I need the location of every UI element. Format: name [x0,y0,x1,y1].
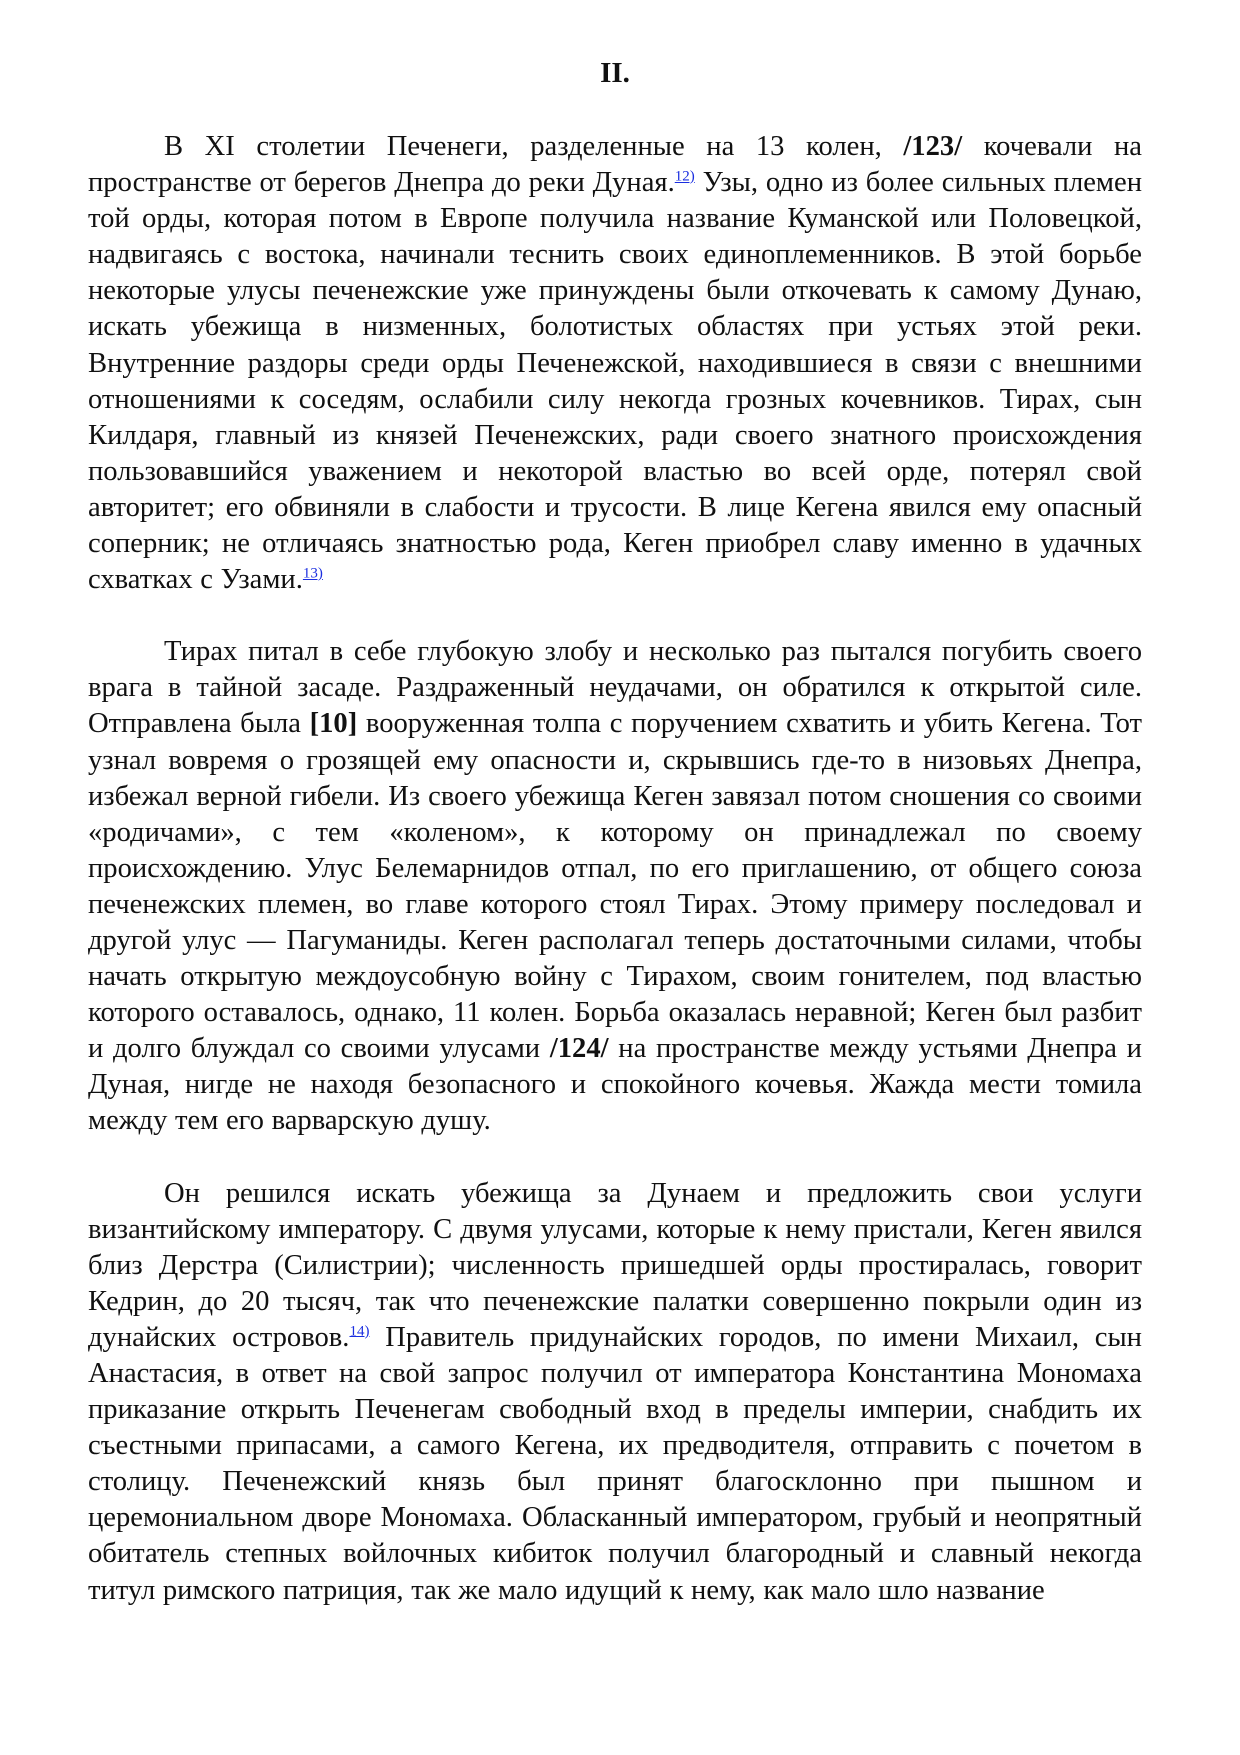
document-page [88,55,1142,1609]
paragraph-text: Тирах питал в себе глубокую злобу и несколько раз пытался погубить своего врага в тайной засаде. Раздраженный неудачами, он обратился к открытой силе. Отправлена была [88,636,1142,740]
footnote-link[interactable]: 13) [302,565,323,582]
paragraph-text: Он решился искать убежища за Дунаем и предложить свои услуги византийскому императору. С двумя улусами, которые к нему пристали, Кеген явился близ Дерстра (Силистрии); численность пришедшей орды простиралась, говорит Кедрин, до 20 тысяч, так что печенежские палатки совершенно покрыли один из дунайских островов. [88,1177,1142,1353]
page-marker: /123/ [903,131,963,162]
paragraph-text: на пространстве между устьями Днепра и Дуная, нигде не находя безопасного и спокойного кочевья. Жажда мести томила между тем его варварскую душу. [88,1033,1142,1137]
paragraph-text: Правитель придунайских городов, по имени Михаил, сын Анастасия, в ответ на свой запрос получил от императора Константина Мономаха приказание открыть Печенегам свободный вход в пределы империи, снабдить их съестными припасами, а самого Кегена, их предводителя, отправить с почетом в столицу. Печенежский князь был принят благосклонно при пышном и церемониальном дворе Мономаха. Обласканный императором, грубый и неопрятный обитатель степных войлочных кибиток получил благородный и славный некогда титул римского патриция, так же мало идущий к нему, как мало шло название [88,1321,1142,1606]
paragraph-text: Узы, одно из более сильных племен той орды, которая потом в Европе получила название Куманской или Половецкой, надвигаясь с востока, начинали теснить своих единоплеменников. В этой борьбе некоторые улусы печенежские уже принуждены были откочевать к самому Дунаю, искать убежища в низменных, болотистых областях при устьях этой реки. Внутренние раздоры среди орды Печенежской, находившиеся в связи с внешними отношениями к соседям, ослабили силу некогда грозных кочевников. Тирах, сын Килдаря, главный из князей Печенежских, ради своего знатного происхождения пользовавшийся уважением и некоторой властью во всей орде, потерял свой авторитет; его обвиняли в слабости и трусости. В лице Кегена явился ему опасный соперник; не отличаясь знатностью рода, Кеген приобрел славу именно в удачных схватках с Узами. [88,167,1143,596]
paragraph-text: вооруженная толпа с поручением схватить и убить Кегена. Тот узнал вовремя о грозящей ему опасности и, скрывшись где-то в низовьях Днепра, избежал верной гибели. Из своего убежища Кеген завязал потом сношения со своими «родичами», с тем «коленом», к которому он принадлежал по своему происхождению. Улус Белемарнидов отпал, по его приглашению, от общего союза печенежских племен, во главе которого стоял Тирах. Этому примеру последовал и другой улус — Пагуманиды. Кеген располагал теперь достаточными силами, чтобы начать открытую междоусобную войну с Тирахом, своим гонителем, под властью которого оставалось, однако, 11 колен. Борьба оказалась неравной; Кеген был разбит и долго блуждал со своими улусами [88,708,1142,1065]
footnote-link[interactable]: 12) [674,168,695,185]
page-marker: [10] [309,708,358,740]
footnote-link[interactable]: 14) [349,1323,370,1340]
paragraph-text: кочевали на пространстве от берегов Днепра до реки Дуная. [88,131,1142,199]
paragraph-3 [88,1176,1142,1609]
paragraph-text: В XI столетии Печенеги, разделенные на 13 колен, [164,131,904,162]
section-heading: II. [600,57,630,89]
page-marker: /124/ [549,1033,609,1065]
paragraph-2 [88,634,1142,1139]
paragraph-1 [88,129,1142,598]
